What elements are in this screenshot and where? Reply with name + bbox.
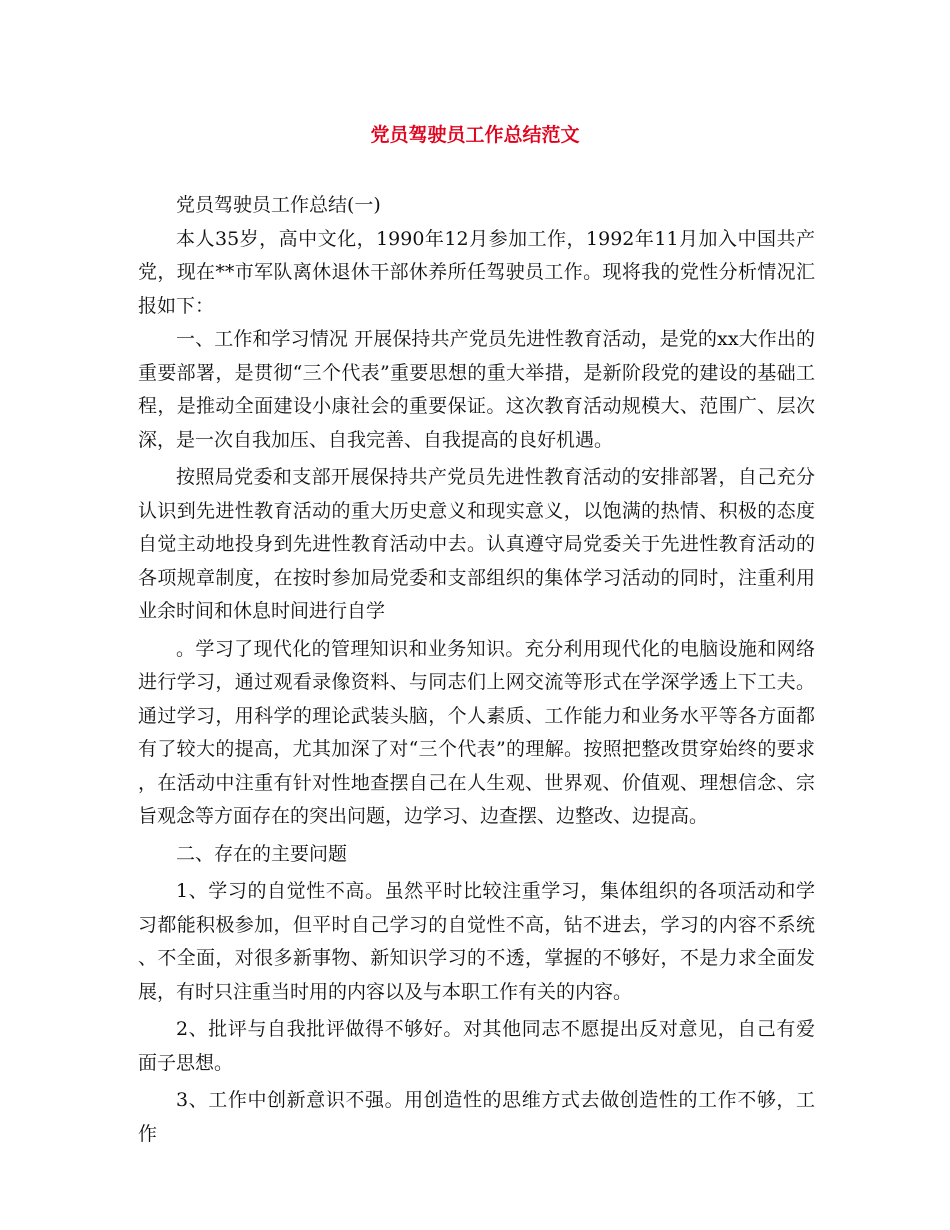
paragraph-problem-2: 2、批评与自我批评做得不够好。对其他同志不愿提出反对意见，自己有爱面子思想。 xyxy=(138,1018,815,1074)
paragraph-problem-1: 1、学习的自觉性不高。虽然平时比较注重学习，集体组织的各项活动和学习都能积极参加，但平时自己学习的自觉性不高，钻不进去，学习的内容不系统、不全面，对很多新事物、新知识学习的不透，掌握的不够好，不是力求全面发展，有时只注重当时用的内容以及与本职工作有关的内容。 xyxy=(138,880,815,1003)
paragraph-study-arrangement: 按照局党委和支部开展保持共产党员先进性教育活动的安排部署，自己充分认识到先进性教育活动的重大历史意义和现实意义，以饱满的热情、积极的态度自觉主动地投身到先进性教育活动中去。认真遵守局党委关于先进性教育活动的各项规章制度，在按时参加局党委和支部组织的集体学习活动的同时，注重利用业余时间和休息时间进行自学 xyxy=(138,466,815,622)
paragraph-section-2-heading: 二、存在的主要问题 xyxy=(176,842,348,865)
paragraph-subtitle: 党员驾驶员工作总结(一) xyxy=(176,194,381,216)
paragraph-study-content: 。学习了现代化的管理知识和业务知识。充分利用现代化的电脑设施和网络进行学习，通过观看录像资料、与同志们上网交流等形式在学深学透上下工夫。通过学习，用科学的理论武装头脑，个人素质、工作能力和业务水平等各方面都有了较大的提高，尤其加深了对“三个代表”的理解。按照把整改贯穿始终的要求，在活动中注重有针对性地查摆自己在人生观、世界观、价值观、理想信念、宗旨观念等方面存在的突出问题，边学习、边查摆、边整改、边提高。 xyxy=(138,637,815,827)
paragraph-intro: 本人35岁，高中文化，1990年12月参加工作，1992年11月加入中国共产党，现在**市军队离休退休干部休养所任驾驶员工作。现将我的党性分析情况汇报如下： xyxy=(138,227,815,317)
paragraph-section-1: 一、工作和学习情况 开展保持共产党员先进性教育活动，是党的xx大作出的重要部署，是贯彻“三个代表”重要思想的重大举措，是新阶段党的建设的基础工程，是推动全面建设小康社会的重要保证。这次教育活动规模大、范围广、层次深，是一次自我加压、自我完善、自我提高的良好机遇。 xyxy=(138,328,815,451)
document-body xyxy=(138,189,815,1151)
document-title: 党员驾驶员工作总结范文 xyxy=(370,124,580,146)
paragraph-problem-3: 3、工作中创新意识不强。用创造性的思维方式去做创造性的工作不够，工作 xyxy=(138,1089,815,1145)
